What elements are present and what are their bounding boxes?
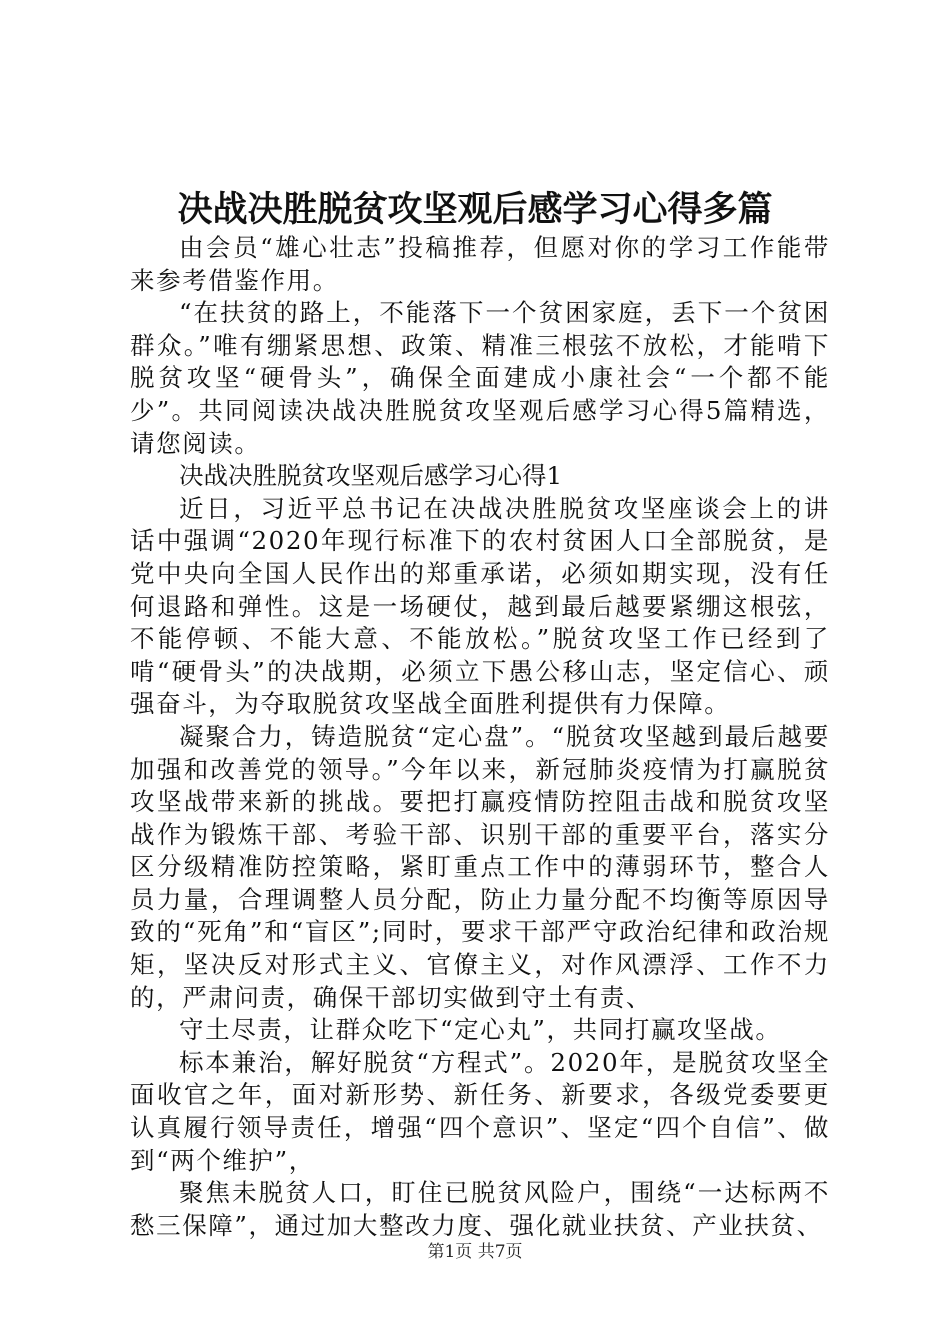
paragraph: 聚焦未脱贫人口，盯住已脱贫风险户，围绕“一达标两不愁三保障”，通过加大整改力度、强化就业扶贫、产业扶贫、 (130, 1178, 830, 1240)
paragraph: 守土尽责，让群众吃下“定心丸”，共同打赢攻坚战。 (179, 1015, 782, 1045)
paragraph: 凝聚合力，铸造脱贫“定心盘”。“脱贫攻坚越到最后越要加强和改善党的领导。”今年以来，新冠肺炎疫情为打赢脱贫攻坚战带来新的挑战。要把打赢疫情防控阻击战和脱贫攻坚战作为锻炼干部、考验干部、识别干部的重要平台，落实分区分级精准防控策略，紧盯重点工作中的薄弱环节，整合人员力量，合理调整人员分配，防止力量分配不均衡等原因导致的“死角”和“盲区”;同时，要求干部严守政治纪律和政治规矩，坚决反对形式主义、官僚主义，对作风漂浮、工作不力的，严肃问责，确保干部切实做到守土有责、 (130, 721, 830, 1012)
document-body (130, 232, 830, 1242)
paragraph: “在扶贫的路上，不能落下一个贫困家庭，丢下一个贫困群众。”唯有绷紧思想、政策、精准三根弦不放松，才能啃下脱贫攻坚“硬骨头”，确保全面建成小康社会“一个都不能少”。共同阅读决战决胜脱贫攻坚观后感学习心得5篇精选，请您阅读。 (130, 298, 830, 458)
paragraph: 标本兼治，解好脱贫“方程式”。2020年，是脱贫攻坚全面收官之年，面对新形势、新任务、新要求，各级党委要更认真履行领导责任，增强“四个意识”、坚定“四个自信”、做到“两个维护”， (130, 1047, 830, 1175)
paragraph: 近日，习近平总书记在决战决胜脱贫攻坚座谈会上的讲话中强调“2020年现行标准下的农村贫困人口全部脱贫，是党中央向全国人民作出的郑重承诺，必须如期实现，没有任何退路和弹性。这是一场硬仗，越到最后越要紧绷这根弦，不能停顿、不能大意、不能放松。”脱贫攻坚工作已经到了啃“硬骨头”的决战期，必须立下愚公移山志，坚定信心、顽强奋斗，为夺取脱贫攻坚战全面胜利提供有力保障。 (130, 493, 830, 719)
section-heading: 决战决胜脱贫攻坚观后感学习心得1 (179, 461, 563, 491)
document-title: 决战决胜脱贫攻坚观后感学习心得多篇 (177, 190, 773, 230)
page-number-footer: 第1页 共7页 (427, 1242, 523, 1262)
paragraph: 由会员“雄心壮志”投稿推荐，但愿对你的学习工作能带来参考借鉴作用。 (130, 233, 830, 295)
